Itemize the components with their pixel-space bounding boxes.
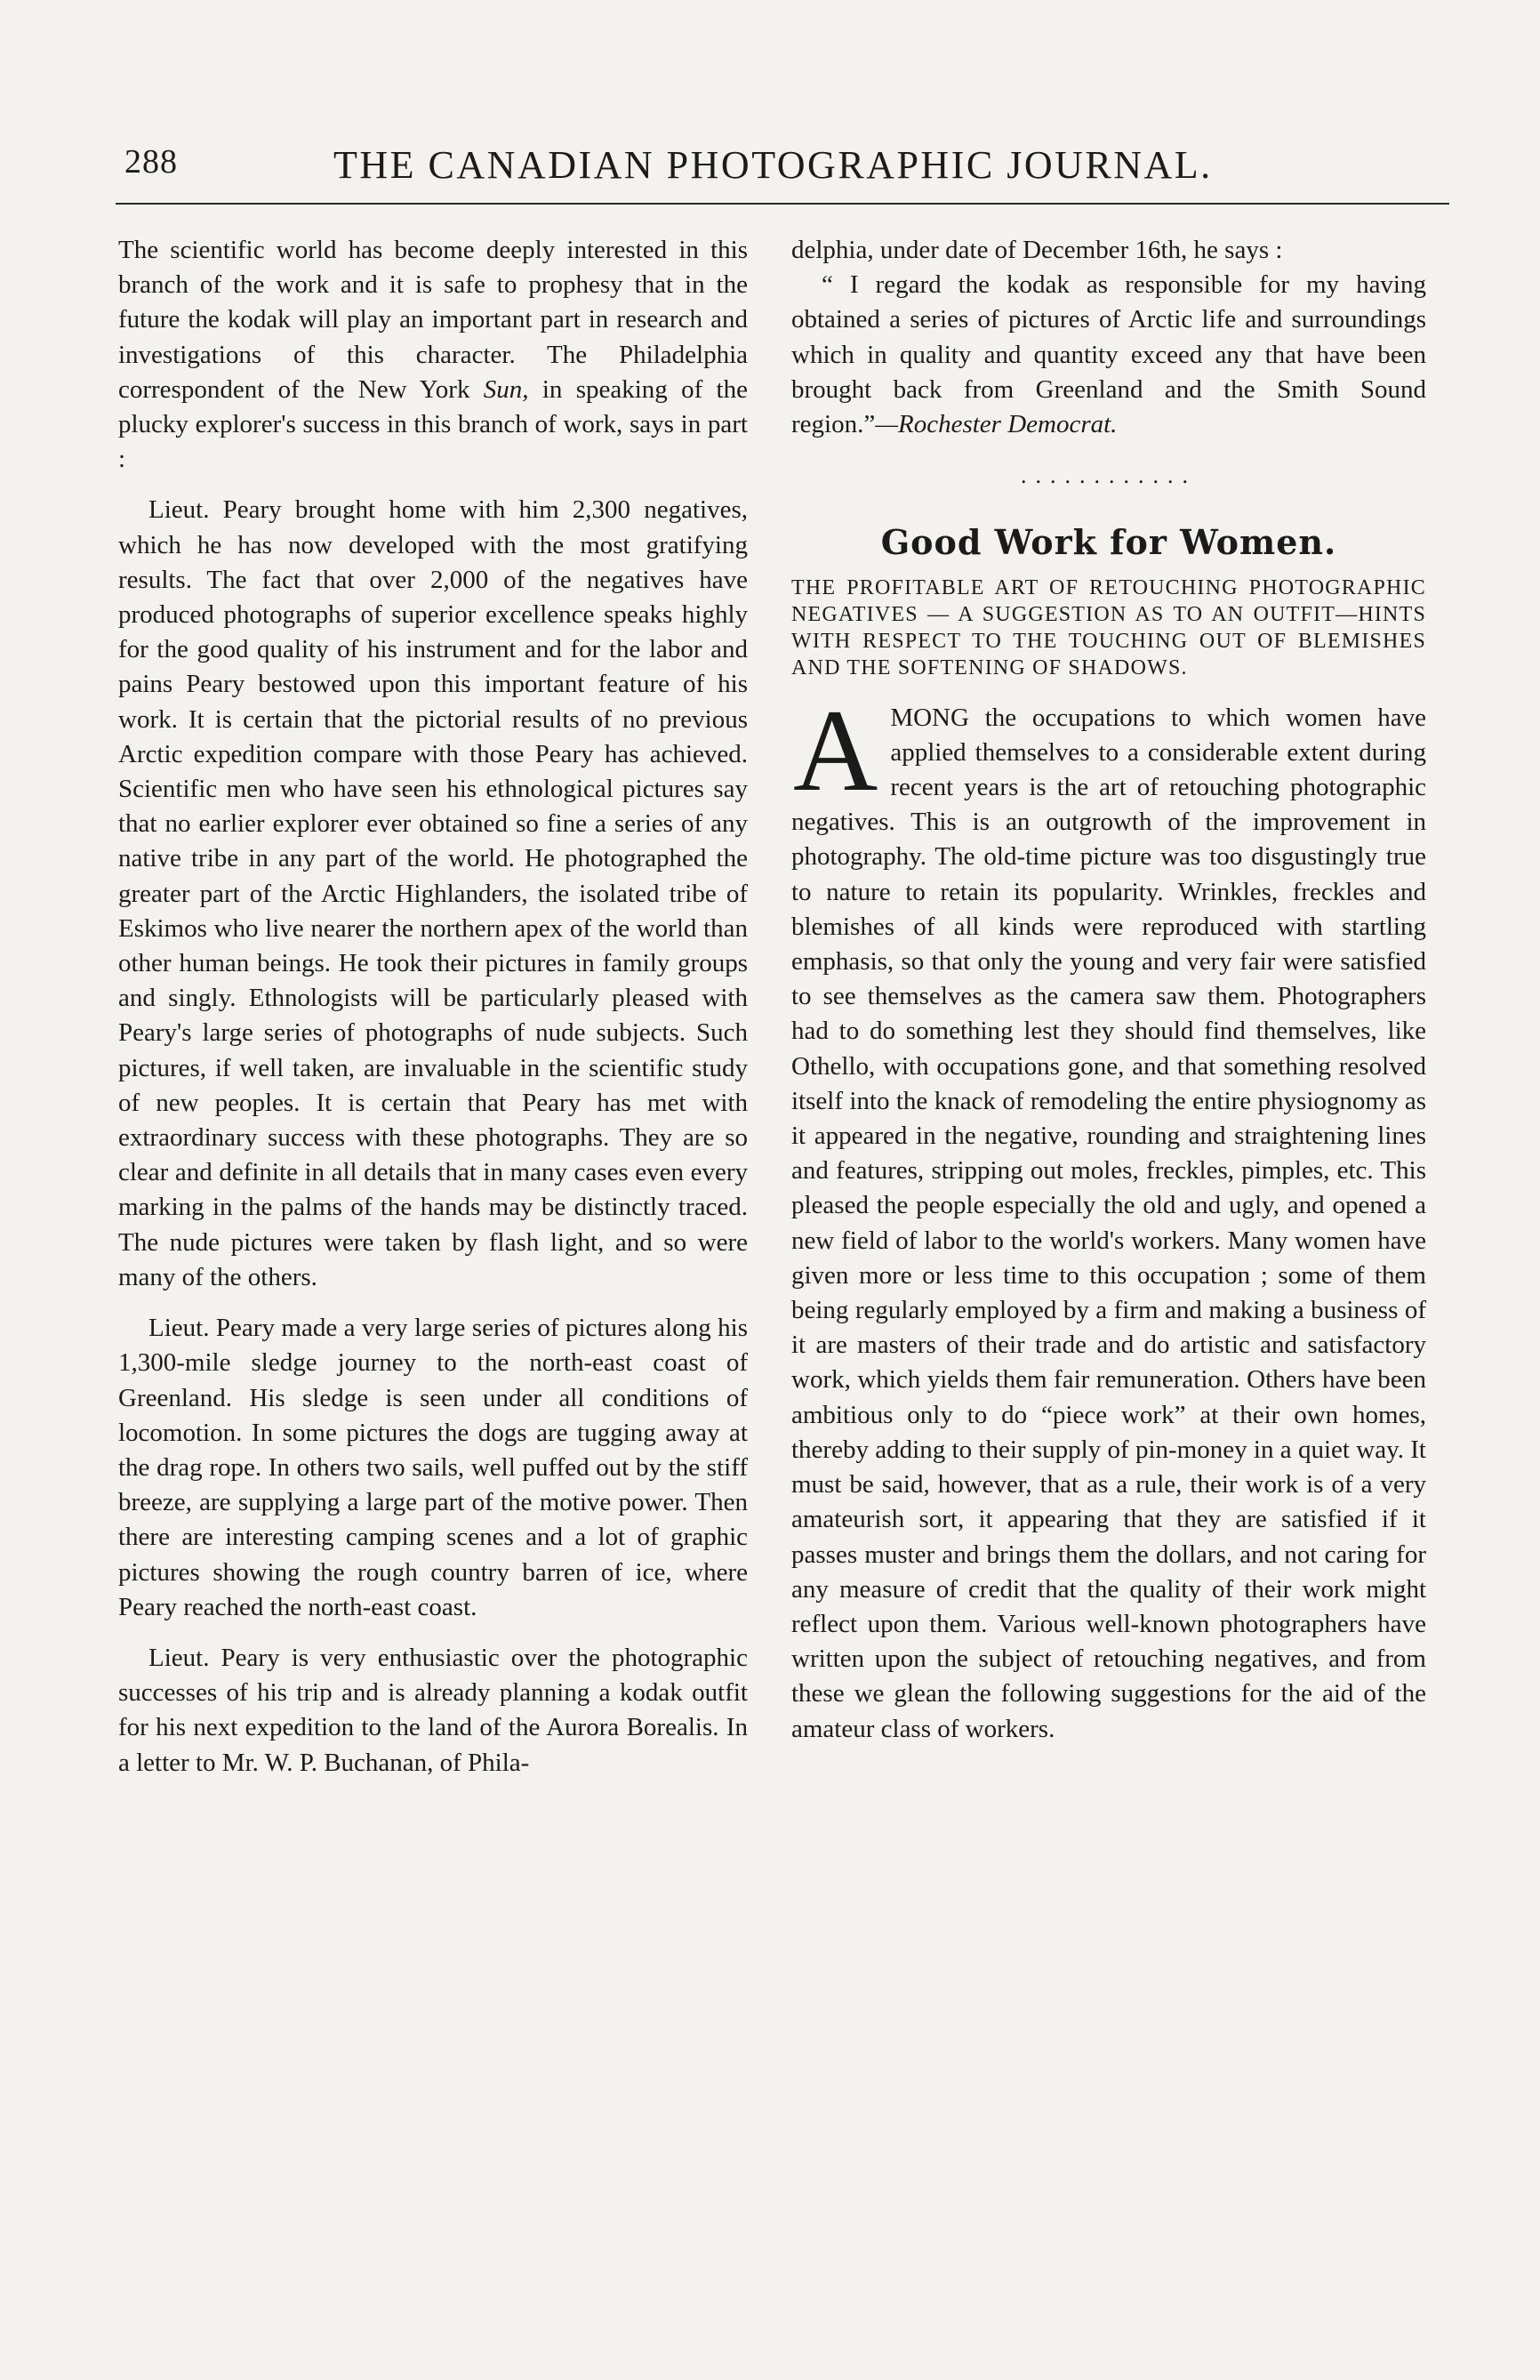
article-subheading: THE PROFITABLE ART OF RETOUCHING PHOTOGRAPHIC NEGATIVES — A SUGGESTION AS TO AN OUTFIT—HINTS WITH RESPECT TO THE TOUCHING OUT OF BLEMISHES AND THE SOFTENING OF SHADOWS. [791,575,1426,679]
article-title: Good Work for Women. [880,522,1337,563]
page-header [124,142,1440,196]
intro-text-a: The scientific world has become deeply interested in this branch of the work and it is safe to prophesy that in the future the kodak will play an important part in research and investigations of this character. The Philadelphia correspondent of the New York [118,236,748,404]
section-separator: ............ [1021,462,1197,489]
article-body-text: MONG the occupations to which women have applied themselves to a considerable extent during recent years is the art of retouching photographic negatives. This is an outgrowth of the improvement in photography. The old-time picture was too disgustingly true to nature to retain its popularity. Wrinkles, freckles and blemishes of all kinds were reproduced with startling emphasis, so that only the young and very fair were satisfied to see themselves as the camera saw them. Photographers had to do something lest they should find themselves, like Othello, with occupations gone, and that something resolved itself into the knack of remodeling the entire physiognomy as it appeared in the negative, rounding and straightening lines and features, stripping out moles, freckles, pimples, etc. This pleased the people especially the old and ugly, and opened a new field of labor to the world's workers. Many women have given more or less time to this occupation ; some of them being regularly employed by a firm and making a business of it are masters of their trade and do artistic and satisfactory work, which yields them fair remuneration. Others have been ambitious only to do “piece work” at their own homes, thereby adding to their supply of pin-money in a quiet way. It must be said, however, that as a rule, their work is of a very amateurish sort, it appearing that they are satisfied if it passes muster and brings them the dollars, and not caring for any measure of credit that the quality of their work might reflect upon them. Various well-known photographers have written upon the subject of retouching negatives, and from these we glean the following suggestions for the aid of the amateur class of workers. [791,703,1426,1743]
quote-text: “ I regard the kodak as responsible for my having obtained a series of pictures of Arctic life and surroundings which in quality and quantity exceed any that have been brought back from Greenland and the Smith Sound region.” [791,270,1426,439]
paragraph-quote [791,268,1426,442]
intro-text-b: in speaking of the plucky explorer's success in this branch of work, says in part : [118,374,748,474]
paragraph-enthusiastic: Lieut. Peary is very enthusiastic over the photographic successes of his trip and is already planning a kodak outfit for his next expedition to the land of the Aurora Borealis. In a letter to Mr. W. P. Buchanan, of Phila- [118,1643,748,1777]
left-column [118,233,748,1781]
journal-title: THE CANADIAN PHOTOGRAPHIC JOURNAL. [333,143,1213,187]
drop-cap: A [793,684,878,816]
newspaper-name: Sun, [483,374,529,404]
paragraph-sledge-journey: Lieut. Peary made a very large series of pictures along his 1,300-mile sledge journey to the north-east coast of Greenland. His sledge is seen under all conditions of locomotion. In some pictures the dogs are tugging away at the drag rope. In others two sails, well puffed out by the stiff breeze, are supplying a large part of the motive power. Then there are interesting camping scenes and a lot of graphic pictures showing the rough country barren of ice, where Peary reached the north-east coast. [118,1314,748,1621]
right-column [791,233,1426,1747]
paragraph-negatives: Lieut. Peary brought home with him 2,300 negatives, which he has now developed with the most gratifying results. The fact that over 2,000 of the negatives have produced photographs of superior excellence speaks highly for the good quality of his instrument and for the labor and pains Peary bestowed upon this important feature of his work. It is certain that the pictorial results of no previous Arctic expedition compare with those Peary has achieved. Scientific men who have seen his ethnological pictures say that no earlier explorer ever obtained so fine a series of any native tribe in any part of the world. He photographed the greater part of the Arctic Highlanders, the isolated tribe of Eskimos who live nearer the northern apex of the world than other human beings. He took their pictures in family groups and singly. Ethnologists will be particularly pleased with Peary's large series of photographs of nude subjects. Such pictures, if well taken, are invaluable in the scientific study of new peoples. It is certain that Peary has met with extraordinary success with these photographs. They are so clear and definite in all details that in many cases even every marking in the palms of the hands may be distinctly traced. The nude pictures were taken by flash light, and so were many of the others. [118,495,748,1291]
paragraph-intro [118,233,748,477]
article-body [791,684,1426,1747]
paragraph-continued: delphia, under date of December 16th, he says : [791,236,1283,264]
page-number: 288 [124,143,178,181]
quote-source: —Rochester Democrat. [875,410,1118,439]
header-rule [116,203,1449,205]
